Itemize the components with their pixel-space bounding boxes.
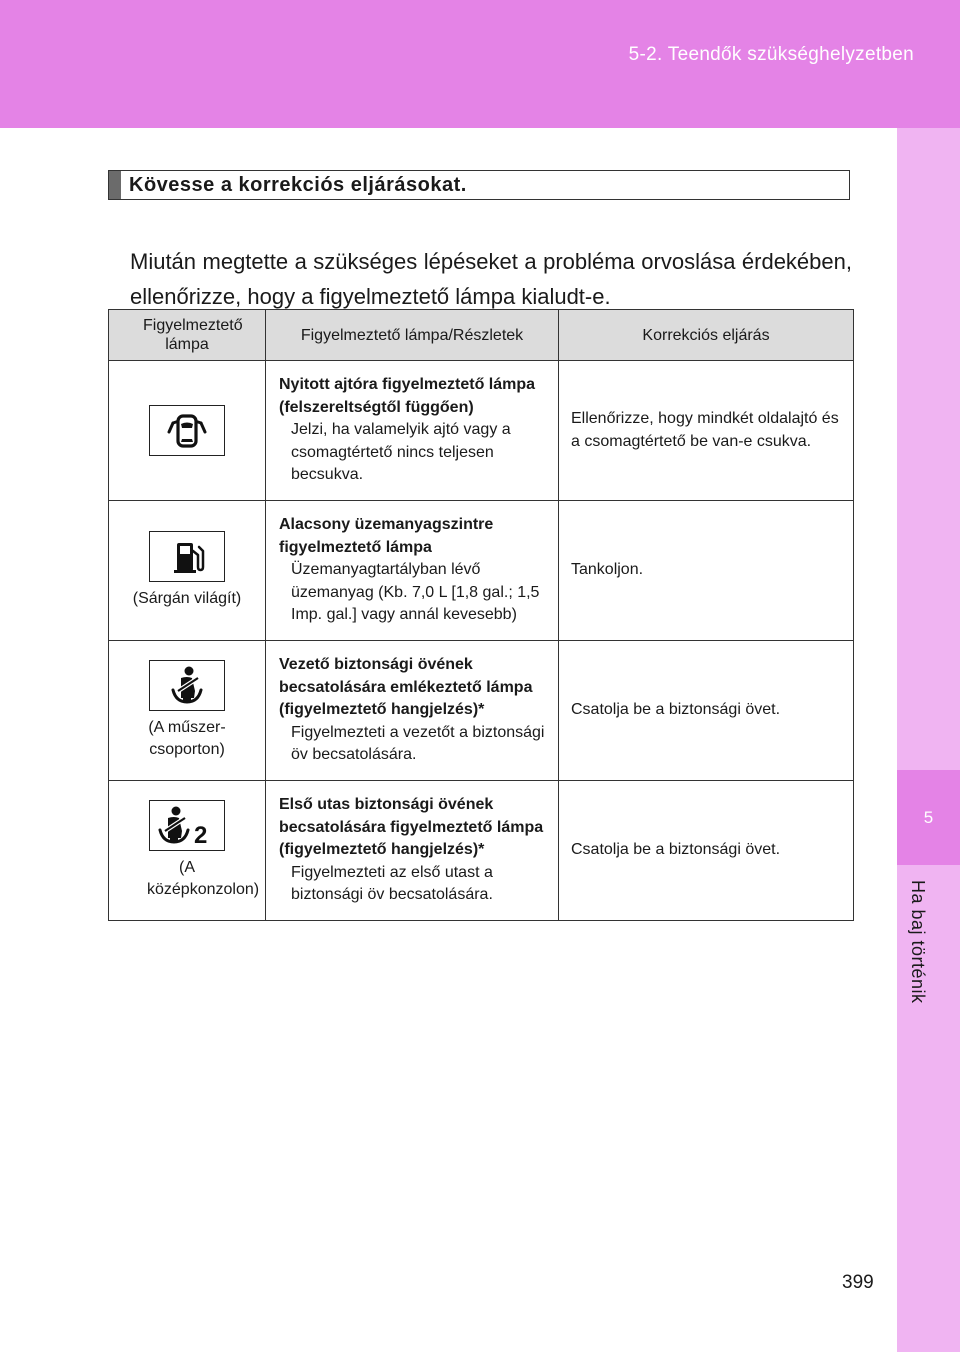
svg-text:2: 2 bbox=[194, 821, 208, 847]
open-door-icon bbox=[149, 405, 225, 456]
lamp-title: Vezető biztonsági övének becsatolására emlékeztető lámpa (figyelmeztető hangjelzés)* bbox=[279, 656, 533, 719]
seatbelt-icon bbox=[149, 660, 225, 711]
table-row bbox=[109, 501, 854, 641]
table-row bbox=[109, 361, 854, 501]
section-heading-bar bbox=[109, 171, 121, 199]
details-cell bbox=[266, 641, 559, 781]
details-cell bbox=[266, 501, 559, 641]
action-cell: Csatolja be a biztonsági övet. bbox=[559, 641, 854, 781]
details-cell bbox=[266, 361, 559, 501]
fuel-pump-icon bbox=[149, 531, 225, 582]
passenger-seatbelt-icon bbox=[149, 800, 225, 851]
warning-lamp-table bbox=[108, 309, 854, 921]
table-header-row bbox=[109, 310, 854, 361]
lamp-detail: Figyelmezteti az első utast a biztonsági öv becsatolására. bbox=[291, 863, 493, 904]
lamp-title: Nyitott ajtóra figyelmeztető lámpa (felszereltségtől függően) bbox=[279, 376, 536, 416]
action-cell: Ellenőrizze, hogy mindkét oldalajtó és a csomagtértető be van-e csukva. bbox=[559, 361, 854, 501]
action-cell: Tankoljon. bbox=[559, 501, 854, 641]
lamp-cell bbox=[109, 361, 266, 501]
lamp-note: (A középkonzolon) bbox=[147, 859, 260, 898]
header-action: Korrekciós eljárás bbox=[559, 310, 854, 361]
table-row bbox=[109, 641, 854, 781]
header-lamp: Figyelmeztető lámpa bbox=[109, 310, 266, 361]
side-tab bbox=[897, 128, 960, 1352]
section-heading-box bbox=[108, 170, 850, 200]
side-chapter-number[interactable]: 5 bbox=[897, 770, 960, 865]
side-chapter-label[interactable]: Ha baj történik bbox=[908, 880, 928, 1004]
section-heading: Kövesse a korrekciós eljárásokat. bbox=[129, 173, 467, 196]
details-cell bbox=[266, 781, 559, 921]
header-title: 5-2. Teendők szükséghelyzetben bbox=[628, 44, 914, 65]
table-row bbox=[109, 781, 854, 921]
lamp-cell bbox=[109, 641, 266, 781]
intro-paragraph: Miután megtette a szükséges lépéseket a probléma orvoslása érdekében, ellenőrizze, hogy a figyelmeztető lámpa kialudt-e. bbox=[130, 249, 852, 309]
lamp-title: Alacsony üzemanyagszintre figyelmeztető lámpa bbox=[279, 516, 494, 556]
header-details: Figyelmeztető lámpa/Részletek bbox=[266, 310, 559, 361]
lamp-title: Első utas biztonsági övének becsatolására figyelmeztető lámpa (figyelmeztető hangjelzés)* bbox=[279, 796, 544, 859]
page-number: 399 bbox=[842, 1272, 874, 1293]
action-cell: Csatolja be a biztonsági övet. bbox=[559, 781, 854, 921]
lamp-detail: Jelzi, ha valamelyik ajtó vagy a csomagtértető nincs teljesen becsukva. bbox=[291, 421, 511, 484]
lamp-detail: Üzemanyagtartályban lévő üzemanyag (Kb. 7,0 L [1,8 gal.; 1,5 Imp. gal.] vagy annál kevesebb) bbox=[291, 561, 540, 624]
lamp-cell bbox=[109, 781, 266, 921]
lamp-note: (A műszer-csoporton) bbox=[148, 719, 226, 758]
lamp-detail: Figyelmezteti a vezetőt a biztonsági öv becsatolására. bbox=[291, 723, 545, 764]
lamp-note: (Sárgán világít) bbox=[132, 590, 242, 607]
lamp-cell bbox=[109, 501, 266, 641]
